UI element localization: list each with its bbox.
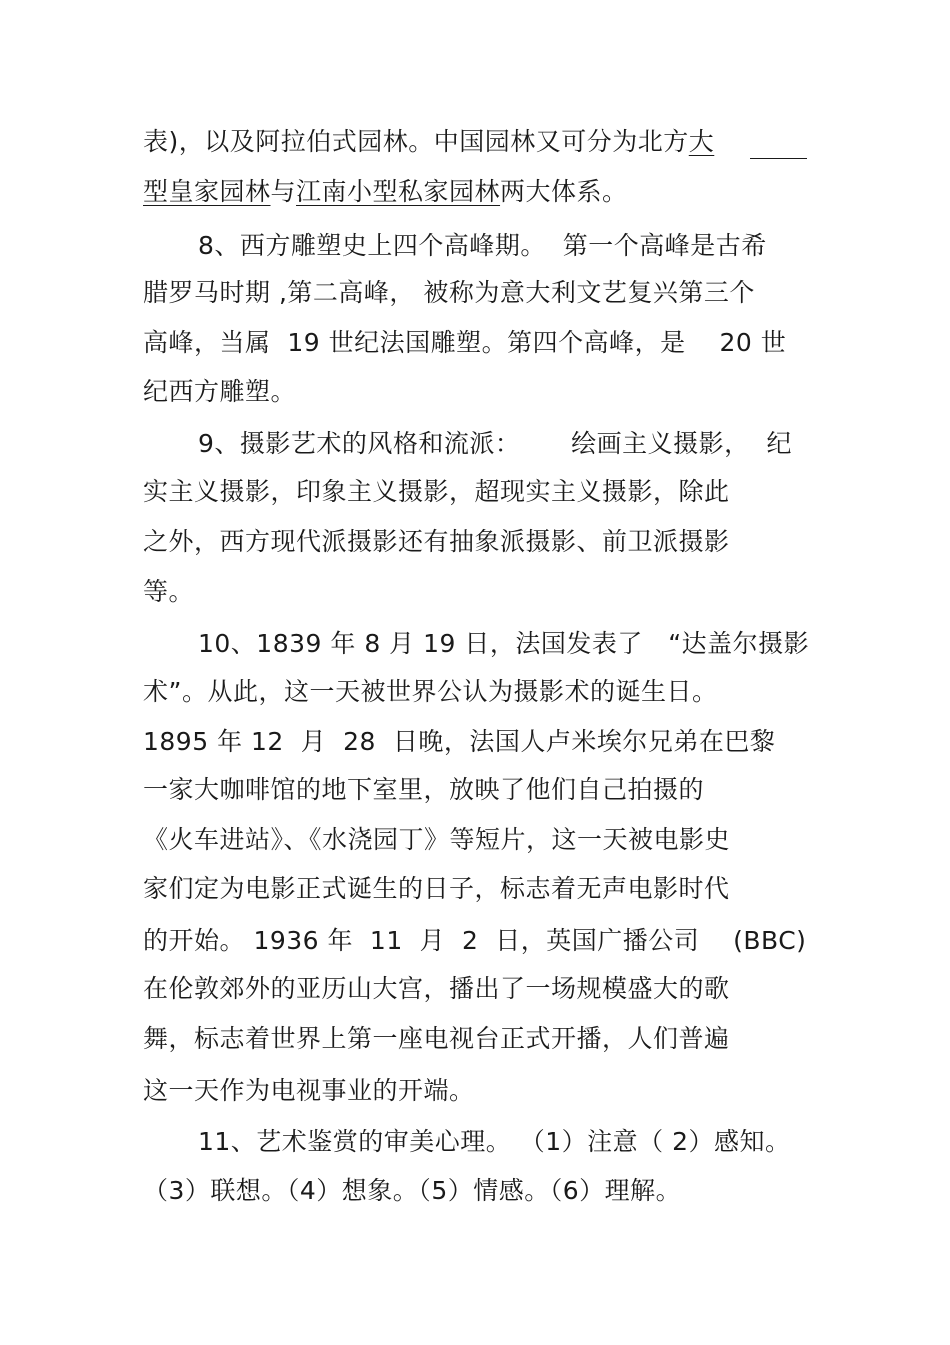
paragraph-8-line-1: 8、西方雕塑史上四个高峰期。 第一个高峰是古希 bbox=[198, 231, 767, 260]
paragraph-10-line-7: 的开始。 1936 年 11 月 2 日，英国广播公司 (BBC) bbox=[143, 926, 807, 955]
paragraph-7-line-2 bbox=[143, 176, 628, 208]
paragraph-8-line-3: 高峰，当属 19 世纪法国雕塑。第四个高峰，是 20 世 bbox=[143, 328, 787, 357]
paragraph-11-line-2: （3）联想。（4）想象。（5）情感。（6）理解。 bbox=[143, 1176, 682, 1205]
paragraph-9-line-2: 实主义摄影，印象主义摄影，超现实主义摄影，除此 bbox=[143, 477, 730, 506]
paragraph-9-line-3: 之外，西方现代派摄影还有抽象派摄影、前卫派摄影 bbox=[143, 527, 730, 556]
paragraph-9-line-4: 等。 bbox=[143, 577, 195, 606]
paragraph-10-line-3: 1895 年 12 月 28 日晚，法国人卢米埃尔兄弟在巴黎 bbox=[143, 727, 776, 756]
paragraph-9-line-1: 9、摄影艺术的风格和流派： 绘画主义摄影， 纪 bbox=[198, 429, 792, 458]
paragraph-10-line-9: 舞，标志着世界上第一座电视台正式开播，人们普遍 bbox=[143, 1024, 730, 1053]
paragraph-10-line-8: 在伦敦郊外的亚历山大宫，播出了一场规模盛大的歌 bbox=[143, 974, 730, 1003]
paragraph-8-line-2: 腊罗马时期 ,第二高峰， 被称为意大利文艺复兴第三个 bbox=[143, 278, 755, 307]
paragraph-10-line-6: 家们定为电影正式诞生的日子，标志着无声电影时代 bbox=[143, 874, 730, 903]
paragraph-7-line-1 bbox=[143, 126, 714, 158]
underlined-text: 大 bbox=[688, 127, 715, 156]
text-run: 与 bbox=[270, 177, 297, 206]
text-run: 两大体系。 bbox=[500, 177, 628, 206]
paragraph-10-line-2: 术”。从此，这一天被世界公认为摄影术的诞生日。 bbox=[143, 677, 718, 706]
fill-blank-underline bbox=[750, 158, 807, 159]
paragraph-10-line-1: 10、1839 年 8 月 19 日，法国发表了 “达盖尔摄影 bbox=[198, 629, 810, 658]
underlined-text: 型皇家园林 bbox=[143, 177, 271, 206]
paragraph-10-line-5: 《火车进站》、《水浇园丁》等短片，这一天被电影史 bbox=[143, 825, 731, 854]
text-run: 表)，以及阿拉伯式园林。中国园林又可分为北方 bbox=[143, 127, 689, 156]
paragraph-11-line-1: 11、艺术鉴赏的审美心理。 （1）注意（ 2）感知。 bbox=[198, 1127, 791, 1156]
paragraph-10-line-4: 一家大咖啡馆的地下室里，放映了他们自己拍摄的 bbox=[143, 775, 705, 804]
underlined-text: 江南小型私家园林 bbox=[296, 177, 501, 206]
paragraph-8-line-4: 纪西方雕塑。 bbox=[143, 377, 297, 406]
paragraph-10-line-10: 这一天作为电视事业的开端。 bbox=[143, 1076, 475, 1105]
